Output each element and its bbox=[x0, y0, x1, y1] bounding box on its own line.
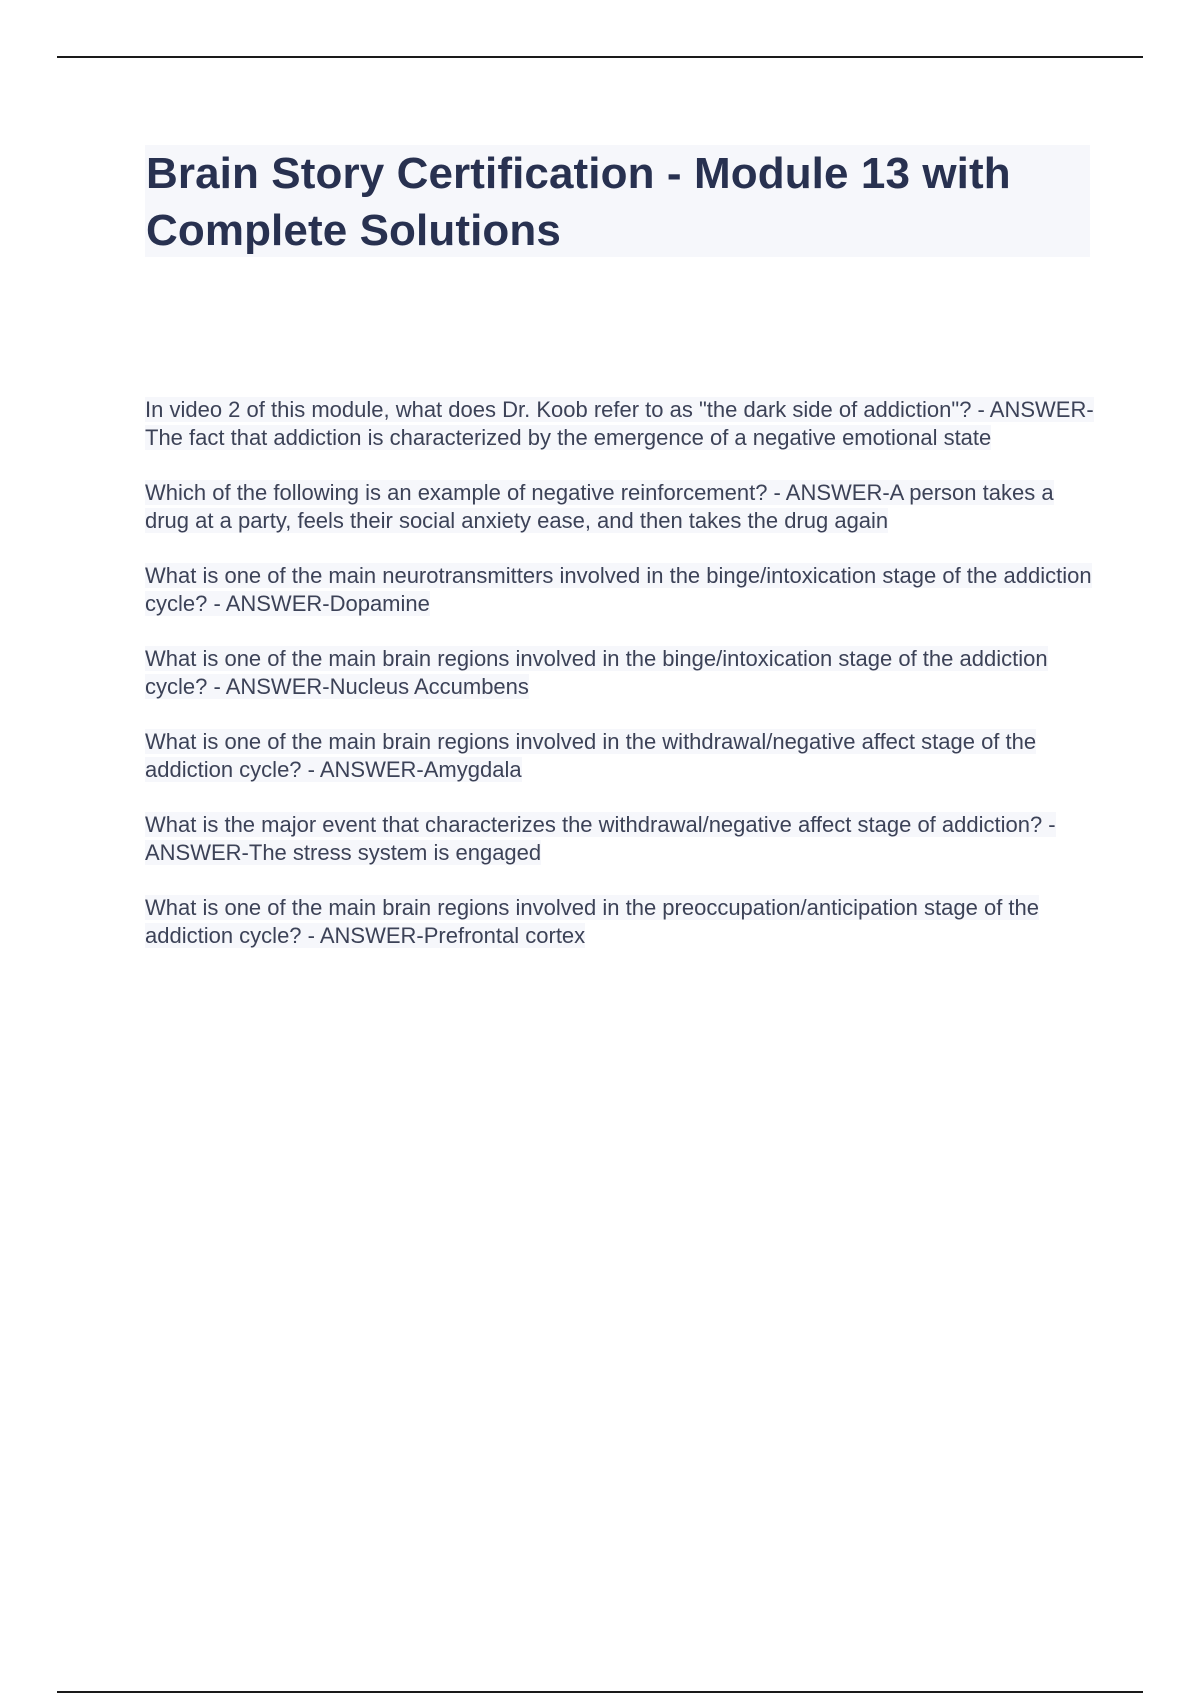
qa-text: What is the major event that characterizes the withdrawal/negative affect stage of addiction? - ANSWER-The stress system is engaged bbox=[145, 812, 1056, 865]
top-rule bbox=[57, 56, 1143, 58]
qa-text: Which of the following is an example of negative reinforcement? - ANSWER-A person takes a drug at a party, feels their social anxiety ease, and then takes the drug again bbox=[145, 480, 1054, 533]
qa-text: What is one of the main brain regions involved in the withdrawal/negative affect stage of the addiction cycle? - ANSWER-Amygdala bbox=[145, 729, 1037, 782]
qa-item bbox=[145, 396, 1095, 452]
qa-list bbox=[145, 396, 1095, 977]
qa-item bbox=[145, 811, 1095, 867]
qa-text: What is one of the main brain regions involved in the binge/intoxication stage of the addiction cycle? - ANSWER-Nucleus Accumbens bbox=[145, 646, 1048, 699]
qa-item bbox=[145, 562, 1095, 618]
qa-item bbox=[145, 645, 1095, 701]
qa-text: What is one of the main brain regions involved in the preoccupation/anticipation stage of the addiction cycle? - ANSWER-Prefrontal cortex bbox=[145, 895, 1039, 948]
qa-item bbox=[145, 479, 1095, 535]
title-block bbox=[145, 145, 1090, 257]
bottom-rule bbox=[57, 1691, 1143, 1693]
qa-text: What is one of the main neurotransmitters involved in the binge/intoxication stage of the addiction cycle? - ANSWER-Dopamine bbox=[145, 563, 1092, 616]
document-title: Brain Story Certification - Module 13 with Complete Solutions bbox=[146, 149, 1011, 255]
qa-item bbox=[145, 894, 1095, 950]
qa-text: In video 2 of this module, what does Dr. Koob refer to as "the dark side of addiction"? - ANSWER-The fact that addiction is characterized by the emergence of a negative emotional state bbox=[145, 397, 1094, 450]
qa-item bbox=[145, 728, 1095, 784]
